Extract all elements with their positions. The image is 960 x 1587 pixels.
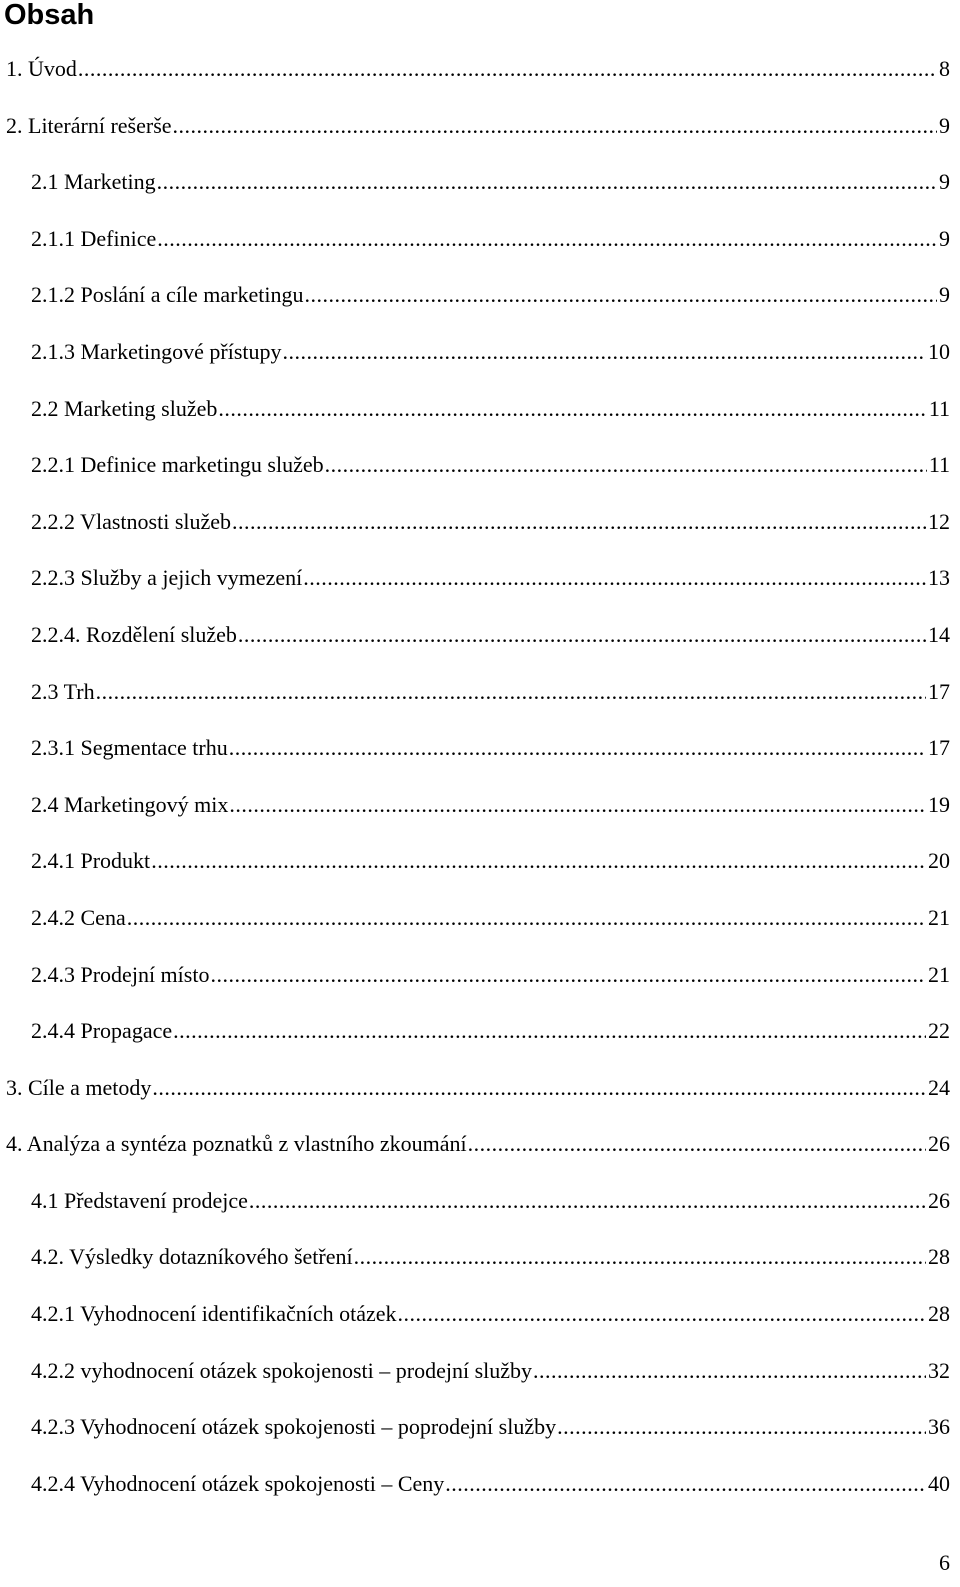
toc-leader bbox=[127, 890, 926, 947]
toc-entry-label: 2.4.2 Cena bbox=[31, 904, 126, 930]
toc-leader bbox=[445, 1456, 926, 1513]
toc-entry[interactable] bbox=[0, 1116, 960, 1173]
toc-entry[interactable] bbox=[0, 1060, 960, 1117]
toc-entry-label: 4.2.2 vyhodnocení otázek spokojenosti – prodejní služby bbox=[31, 1357, 533, 1383]
toc-leader bbox=[152, 1060, 926, 1117]
toc-leader bbox=[210, 947, 926, 1004]
toc-entry-page: 32 bbox=[928, 1357, 950, 1383]
toc-entry-label: 4. Analýza a syntéza poznatků z vlastního zkoumání bbox=[6, 1131, 467, 1157]
toc-entry-label: 2.2.4. Rozdělení služeb bbox=[31, 621, 237, 647]
toc-leader bbox=[249, 1173, 926, 1230]
toc-entry-label: 2. Literární rešerše bbox=[6, 112, 172, 138]
toc-entry-label: 2.2.3 Služby a jejich vymezení bbox=[31, 565, 303, 591]
toc-entry-page: 28 bbox=[928, 1244, 950, 1270]
toc-entry[interactable] bbox=[0, 211, 960, 268]
toc-leader bbox=[398, 1286, 926, 1343]
toc-entry-label: 2.1.1 Definice bbox=[31, 225, 157, 251]
toc-entry[interactable] bbox=[0, 154, 960, 211]
toc-entry[interactable] bbox=[0, 437, 960, 494]
page-title: Obsah bbox=[4, 0, 95, 31]
toc-entry-label: 2.3 Trh bbox=[31, 678, 95, 704]
page-number: 6 bbox=[939, 1550, 950, 1575]
toc-entry-page: 26 bbox=[928, 1131, 950, 1157]
toc-entry[interactable] bbox=[0, 1456, 960, 1513]
toc-entry-page: 11 bbox=[928, 452, 950, 478]
toc-leader bbox=[468, 1116, 926, 1173]
toc-entry-label: 2.1.2 Poslání a cíle marketingu bbox=[31, 282, 304, 308]
toc-entry[interactable] bbox=[0, 381, 960, 438]
toc-entry[interactable] bbox=[0, 550, 960, 607]
toc-entry-label: 4.2. Výsledky dotazníkového šetření bbox=[31, 1244, 353, 1270]
toc-entry-page: 26 bbox=[928, 1187, 950, 1213]
toc-entry-label: 2.2.2 Vlastnosti služeb bbox=[31, 508, 232, 534]
toc-entry-label: 2.1.3 Marketingové přístupy bbox=[31, 338, 282, 364]
toc-entry-page: 17 bbox=[928, 735, 950, 761]
toc-entry-page: 9 bbox=[939, 282, 950, 308]
toc-leader bbox=[229, 777, 926, 834]
toc-entry[interactable] bbox=[0, 1173, 960, 1230]
toc-entry-page: 22 bbox=[928, 1018, 950, 1044]
toc-entry-page: 9 bbox=[939, 112, 950, 138]
toc-leader bbox=[283, 324, 926, 381]
toc-entry[interactable] bbox=[0, 720, 960, 777]
toc-entry-label: 2.4 Marketingový mix bbox=[31, 791, 229, 817]
toc-leader bbox=[173, 1003, 926, 1060]
toc-entry[interactable] bbox=[0, 267, 960, 324]
toc-entry[interactable] bbox=[0, 1286, 960, 1343]
toc-entry-label: 4.1 Představení prodejce bbox=[31, 1187, 248, 1213]
toc-leader bbox=[157, 154, 937, 211]
toc-entry-page: 21 bbox=[928, 961, 950, 987]
toc-entry-page: 21 bbox=[928, 904, 950, 930]
toc-entry-page: 24 bbox=[928, 1074, 950, 1100]
toc-entry-label: 2.4.1 Produkt bbox=[31, 848, 151, 874]
toc-entry-page: 9 bbox=[939, 225, 950, 251]
toc-entry[interactable] bbox=[0, 607, 960, 664]
toc-entry-label: 4.2.3 Vyhodnocení otázek spokojenosti – poprodejní služby bbox=[31, 1414, 557, 1440]
toc-entry-page: 36 bbox=[928, 1414, 950, 1440]
toc-entry-page: 17 bbox=[928, 678, 950, 704]
table-of-contents bbox=[0, 41, 960, 1512]
toc-entry[interactable] bbox=[0, 777, 960, 834]
toc-entry-page: 12 bbox=[928, 508, 950, 534]
toc-leader bbox=[305, 267, 938, 324]
toc-entry-page: 19 bbox=[928, 791, 950, 817]
toc-leader bbox=[151, 833, 926, 890]
toc-entry-label: 2.1 Marketing bbox=[31, 169, 156, 195]
toc-leader bbox=[218, 381, 926, 438]
toc-entry[interactable] bbox=[0, 1399, 960, 1456]
toc-leader bbox=[157, 211, 937, 268]
toc-entry-page: 10 bbox=[928, 338, 950, 364]
toc-leader bbox=[354, 1229, 926, 1286]
toc-entry-page: 14 bbox=[928, 621, 950, 647]
toc-leader bbox=[303, 550, 926, 607]
toc-leader bbox=[325, 437, 927, 494]
toc-entry[interactable] bbox=[0, 664, 960, 721]
toc-entry-label: 2.2.1 Definice marketingu služeb bbox=[31, 452, 324, 478]
toc-entry[interactable] bbox=[0, 324, 960, 381]
toc-entry[interactable] bbox=[0, 1003, 960, 1060]
toc-entry-page: 13 bbox=[928, 565, 950, 591]
toc-leader bbox=[232, 494, 926, 551]
toc-entry-label: 4.2.4 Vyhodnocení otázek spokojenosti – Ceny bbox=[31, 1470, 445, 1496]
toc-leader bbox=[96, 664, 926, 721]
toc-entry[interactable] bbox=[0, 833, 960, 890]
toc-leader bbox=[557, 1399, 926, 1456]
toc-entry-label: 1. Úvod bbox=[6, 56, 77, 81]
toc-leader bbox=[78, 41, 937, 98]
toc-entry[interactable] bbox=[0, 41, 960, 98]
toc-entry-label: 3. Cíle a metody bbox=[6, 1074, 152, 1100]
toc-leader bbox=[173, 98, 937, 155]
toc-entry-page: 11 bbox=[928, 395, 950, 421]
toc-leader bbox=[533, 1343, 926, 1400]
toc-entry-label: 2.4.3 Prodejní místo bbox=[31, 961, 210, 987]
toc-entry-page: 9 bbox=[939, 169, 950, 195]
toc-entry-label: 4.2.1 Vyhodnocení identifikačních otázek bbox=[31, 1301, 397, 1327]
toc-entry-page: 8 bbox=[939, 56, 950, 81]
toc-entry[interactable] bbox=[0, 947, 960, 1004]
toc-entry[interactable] bbox=[0, 98, 960, 155]
toc-entry-label: 2.2 Marketing služeb bbox=[31, 395, 218, 421]
toc-leader bbox=[229, 720, 926, 777]
toc-leader bbox=[238, 607, 926, 664]
toc-entry[interactable] bbox=[0, 890, 960, 947]
toc-entry-label: 2.4.4 Propagace bbox=[31, 1018, 173, 1044]
toc-entry[interactable] bbox=[0, 1343, 960, 1400]
toc-entry-page: 20 bbox=[928, 848, 950, 874]
toc-entry[interactable] bbox=[0, 494, 960, 551]
toc-entry[interactable] bbox=[0, 1229, 960, 1286]
toc-entry-page: 40 bbox=[928, 1470, 950, 1496]
toc-entry-page: 28 bbox=[928, 1301, 950, 1327]
toc-entry-label: 2.3.1 Segmentace trhu bbox=[31, 735, 228, 761]
